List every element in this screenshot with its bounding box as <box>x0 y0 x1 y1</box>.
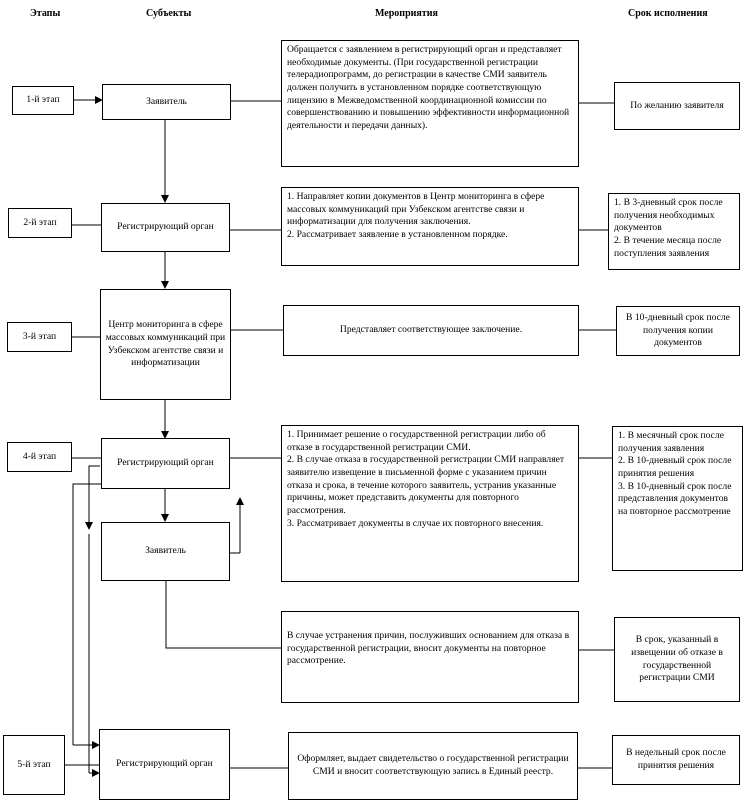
stage-1-box: 1-й этап <box>12 86 74 115</box>
subject-registering-body-stage-4: Регистрирующий орган <box>101 438 230 489</box>
deadline-stage-4-item-2: 2. В 10-дневный срок после принятия решения <box>618 455 732 479</box>
deadline-stage-2-item-2: 2. В течение месяца после поступления заявления <box>614 234 722 259</box>
subject-applicant-stage-1: Заявитель <box>102 84 231 120</box>
deadline-stage-3: В 10-дневный срок после получения копии документов <box>616 306 740 356</box>
header-subjects: Субъекты <box>146 8 192 19</box>
deadline-stage-2-item-1: 1. В 3-дневный срок после получения необходимых документов <box>614 197 723 234</box>
deadline-stage-4 <box>612 426 743 571</box>
header-stages: Этапы <box>30 8 61 19</box>
activity-stage-2 <box>281 187 579 266</box>
deadline-stage-2 <box>608 193 740 270</box>
subject-registering-body-stage-2: Регистрирующий орган <box>101 203 230 252</box>
deadline-stage-4-item-3: 3. В 10-дневный срок после представления документов на повторное рассмотрение <box>618 480 732 517</box>
activity-stage-4 <box>281 425 579 582</box>
deadline-stage-4-item-1: 1. В месячный срок после получения заявления <box>618 430 724 454</box>
activity-stage-4-item-3: 3. Рассматривает документы в случае их повторного внесения. <box>287 517 544 529</box>
activity-stage-4-item-2: 2. В случае отказа в государственной регистрации СМИ направляет заявителю извещение в письменной форме с указанием причин отказа и срока, в течение которого заявитель, устранив указанные причины, может представить документы для повторного рассмотрения. <box>287 454 565 516</box>
activity-stage-4-item-1: 1. Принимает решение о государственной регистрации либо об отказе в государственной регистрации СМИ. <box>287 429 546 453</box>
activity-stage-4-resubmission: В случае устранения причин, послуживших основанием для отказа в государственной регистрации, вносит документы на повторное рассмотрение. <box>281 611 579 703</box>
subject-applicant-stage-4: Заявитель <box>101 522 230 581</box>
subject-monitoring-center-stage-3: Центр мониторинга в сфере массовых коммуникаций при Узбекском агентстве связи и информатизации <box>100 289 231 400</box>
deadline-stage-1: По желанию заявителя <box>614 82 740 130</box>
header-activities: Мероприятия <box>375 8 438 19</box>
activity-stage-5: Оформляет, выдает свидетельство о государственной регистрации СМИ и вносит соответствующую запись в Единый реестр. <box>288 732 578 800</box>
stage-2-box: 2-й этап <box>8 208 72 238</box>
header-deadline: Срок исполнения <box>628 8 708 19</box>
stage-3-box: 3-й этап <box>7 322 72 352</box>
activity-stage-1: Обращается с заявлением в регистрирующий орган и представляет необходимые документы. (При государственной регистрации телерадиопрограмм, до регистрации в качестве СМИ заявитель должен получить в установленном порядке соответствующую лицензию в Межведомственной координационной комиссии по совершенствованию и повышению эффективности информационной деятельности и передачи данных). <box>281 40 579 167</box>
deadline-stage-5: В недельный срок после принятия решения <box>612 735 740 785</box>
activity-stage-2-item-1: 1. Направляет копии документов в Центр мониторинга в сфере массовых коммуникаций при Узбекском агентстве связи и информатизации для получения заключения. <box>287 191 545 228</box>
stage-4-box: 4-й этап <box>7 442 72 472</box>
activity-stage-3: Представляет соответствующее заключение. <box>283 305 579 356</box>
subject-registering-body-stage-5: Регистрирующий орган <box>99 729 230 800</box>
stage-5-box: 5-й этап <box>3 735 65 795</box>
activity-stage-2-item-2: 2. Рассматривает заявление в установленном порядке. <box>287 228 508 240</box>
deadline-stage-4-resubmission: В срок, указанный в извещении об отказе в государственной регистрации СМИ <box>614 617 740 702</box>
